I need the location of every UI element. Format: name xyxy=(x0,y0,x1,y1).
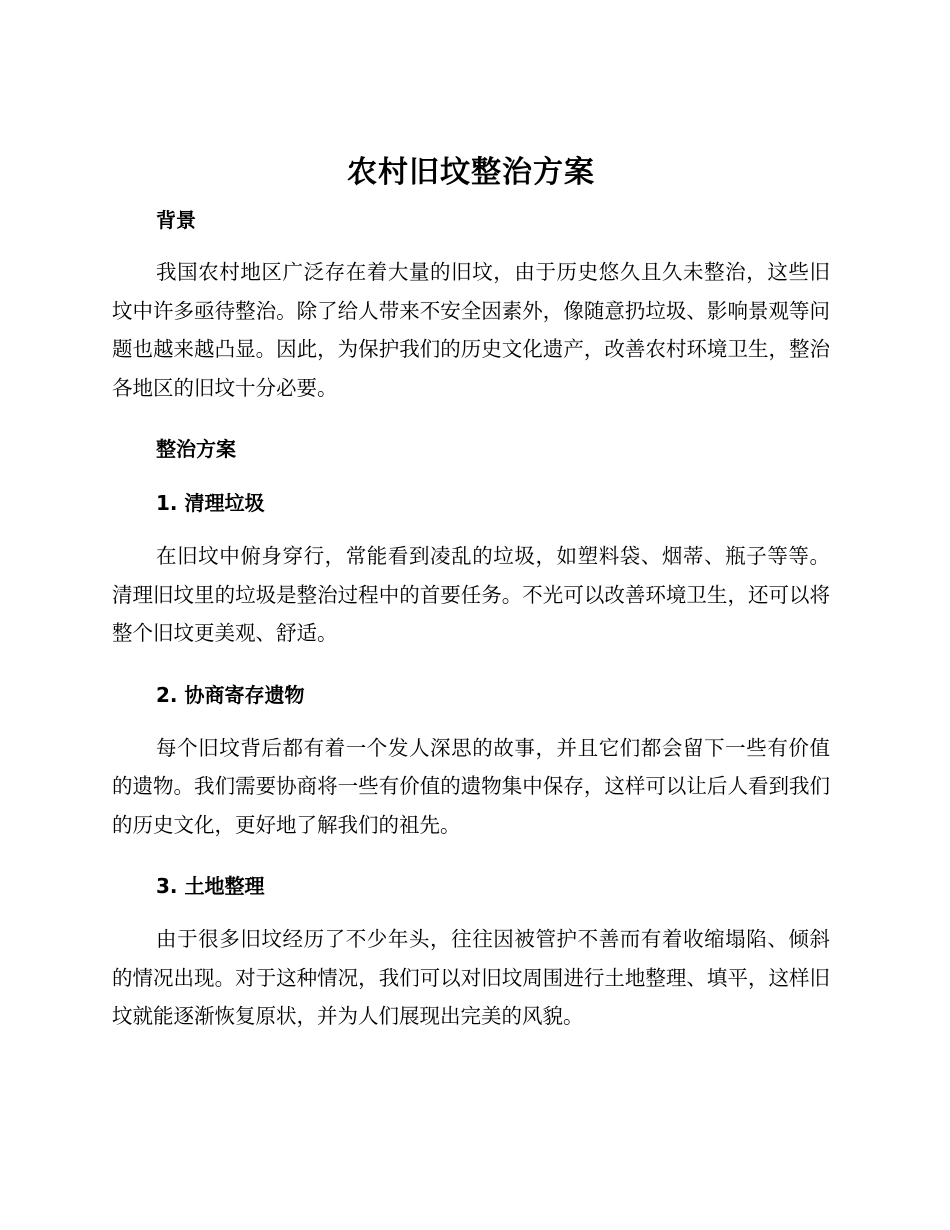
step-heading-land-leveling: 3. 土地整理 xyxy=(156,874,265,898)
document-title: 农村旧坟整治方案 xyxy=(347,155,595,190)
paragraph-store-relics: 每个旧坟背后都有着一个发人深思的故事，并且它们都会留下一些有价值的遗物。我们需要协商将一些有价值的遗物集中保存，这样可以让后人看到我们的历史文化，更好地了解我们的祖先。 xyxy=(112,735,830,837)
document-content xyxy=(112,148,830,1036)
step-heading-store-relics: 2. 协商寄存遗物 xyxy=(156,682,305,707)
step-heading-clean-garbage: 1. 清理垃圾 xyxy=(156,491,265,515)
paragraph-background: 我国农村地区广泛存在着大量的旧坟，由于历史悠久且久未整治，这些旧坟中许多亟待整治。除了给人带来不安全因素外，像随意扔垃圾、影响景观等问题也越来越凸显。因此，为保护我们的历史文化遗产，改善农村环境卫生，整治各地区的旧坟十分必要。 xyxy=(112,260,830,400)
section-heading-plan: 整治方案 xyxy=(156,437,236,461)
section-heading-background: 背景 xyxy=(156,208,196,232)
paragraph-land-leveling: 由于很多旧坟经历了不少年头，往往因被管护不善而有着收缩塌陷、倾斜的情况出现。对于这种情况，我们可以对旧坟周围进行土地整理、填平，这样旧坟就能逐渐恢复原状，并为人们展现出完美的风貌。 xyxy=(112,927,830,1028)
paragraph-clean-garbage: 在旧坟中俯身穿行，常能看到凌乱的垃圾，如塑料袋、烟蒂、瓶子等等。清理旧坟里的垃圾是整治过程中的首要任务。不光可以改善环境卫生，还可以将整个旧坟更美观、舒适。 xyxy=(112,544,830,645)
